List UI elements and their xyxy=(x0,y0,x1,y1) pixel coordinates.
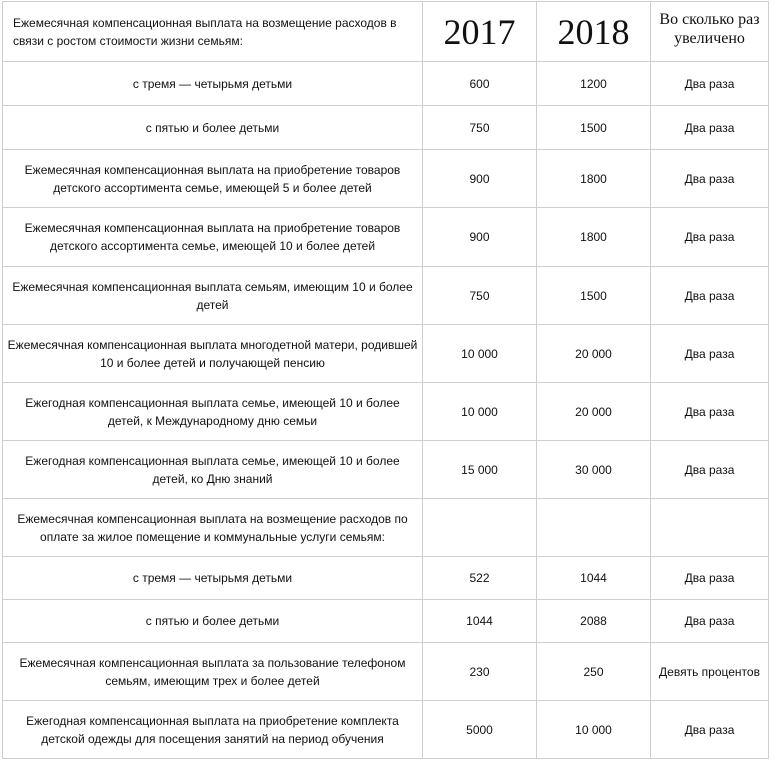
ratio-value: Два раза xyxy=(651,208,769,267)
value-2018: 1800 xyxy=(537,150,651,208)
table-row xyxy=(3,62,769,106)
row-label: Ежегодная компенсационная выплата на приобретение комплекта детской одежды для посещения занятий на период обучения xyxy=(3,701,423,759)
value-2017: 10 000 xyxy=(423,383,537,441)
table-row xyxy=(3,701,769,759)
row-label: Ежегодная компенсационная выплата семье, имеющей 10 и более детей, ко Дню знаний xyxy=(3,441,423,499)
row-label: Ежемесячная компенсационная выплата на приобретение товаров детского ассортимента семье, имеющей 10 и более детей xyxy=(3,208,423,267)
header-year-2017: 2017 xyxy=(423,2,537,62)
table-row xyxy=(3,267,769,325)
value-2018: 20 000 xyxy=(537,325,651,383)
ratio-value: Два раза xyxy=(651,150,769,208)
value-2018: 2088 xyxy=(537,600,651,643)
value-2018: 1500 xyxy=(537,267,651,325)
header-title: Ежемесячная компенсационная выплата на возмещение расходов в связи с ростом стоимости жизни семьям: xyxy=(3,2,423,62)
value-2018: 30 000 xyxy=(537,441,651,499)
table-row xyxy=(3,208,769,267)
value-2017: 750 xyxy=(423,106,537,150)
ratio-value: Два раза xyxy=(651,383,769,441)
value-2017: 15 000 xyxy=(423,441,537,499)
value-2017: 900 xyxy=(423,208,537,267)
table-row xyxy=(3,600,769,643)
value-2017: 1044 xyxy=(423,600,537,643)
table-row xyxy=(3,557,769,600)
value-2018: 1044 xyxy=(537,557,651,600)
header-row xyxy=(3,2,769,62)
ratio-value: Два раза xyxy=(651,325,769,383)
value-2017: 750 xyxy=(423,267,537,325)
value-2017 xyxy=(423,499,537,557)
value-2018: 1800 xyxy=(537,208,651,267)
row-label: с тремя — четырьмя детьми xyxy=(3,557,423,600)
table-row xyxy=(3,325,769,383)
value-2018: 250 xyxy=(537,643,651,701)
value-2018: 1500 xyxy=(537,106,651,150)
value-2017: 522 xyxy=(423,557,537,600)
ratio-value xyxy=(651,499,769,557)
ratio-value: Два раза xyxy=(651,267,769,325)
row-label: с пятью и более детьми xyxy=(3,600,423,643)
row-label: с пятью и более детьми xyxy=(3,106,423,150)
ratio-value: Два раза xyxy=(651,557,769,600)
row-label: Ежемесячная компенсационная выплата многодетной матери, родившей 10 и более детей и получающей пенсию xyxy=(3,325,423,383)
table-row xyxy=(3,106,769,150)
ratio-value: Два раза xyxy=(651,106,769,150)
row-label: Ежемесячная компенсационная выплата семьям, имеющим 10 и более детей xyxy=(3,267,423,325)
row-label: Ежемесячная компенсационная выплата за пользование телефоном семьям, имеющим трех и более детей xyxy=(3,643,423,701)
ratio-value: Два раза xyxy=(651,701,769,759)
row-label: с тремя — четырьмя детьми xyxy=(3,62,423,106)
table-row xyxy=(3,441,769,499)
value-2017: 230 xyxy=(423,643,537,701)
ratio-value: Два раза xyxy=(651,441,769,499)
header-ratio: Во сколько раз увеличено xyxy=(651,2,769,62)
row-label: Ежемесячная компенсационная выплата на возмещение расходов по оплате за жилое помещение и коммунальные услуги семьям: xyxy=(3,499,423,557)
ratio-value: Девять процентов xyxy=(651,643,769,701)
value-2017: 900 xyxy=(423,150,537,208)
value-2018: 10 000 xyxy=(537,701,651,759)
value-2017: 10 000 xyxy=(423,325,537,383)
header-year-2018: 2018 xyxy=(537,2,651,62)
row-label: Ежемесячная компенсационная выплата на приобретение товаров детского ассортимента семье, имеющей 5 и более детей xyxy=(3,150,423,208)
table-row xyxy=(3,383,769,441)
compensation-table xyxy=(2,1,769,759)
table-row xyxy=(3,150,769,208)
value-2018: 20 000 xyxy=(537,383,651,441)
table-row xyxy=(3,643,769,701)
ratio-value: Два раза xyxy=(651,62,769,106)
value-2018 xyxy=(537,499,651,557)
value-2018: 1200 xyxy=(537,62,651,106)
value-2017: 5000 xyxy=(423,701,537,759)
ratio-value: Два раза xyxy=(651,600,769,643)
value-2017: 600 xyxy=(423,62,537,106)
table-row xyxy=(3,499,769,557)
row-label: Ежегодная компенсационная выплата семье, имеющей 10 и более детей, к Международному дню семьи xyxy=(3,383,423,441)
